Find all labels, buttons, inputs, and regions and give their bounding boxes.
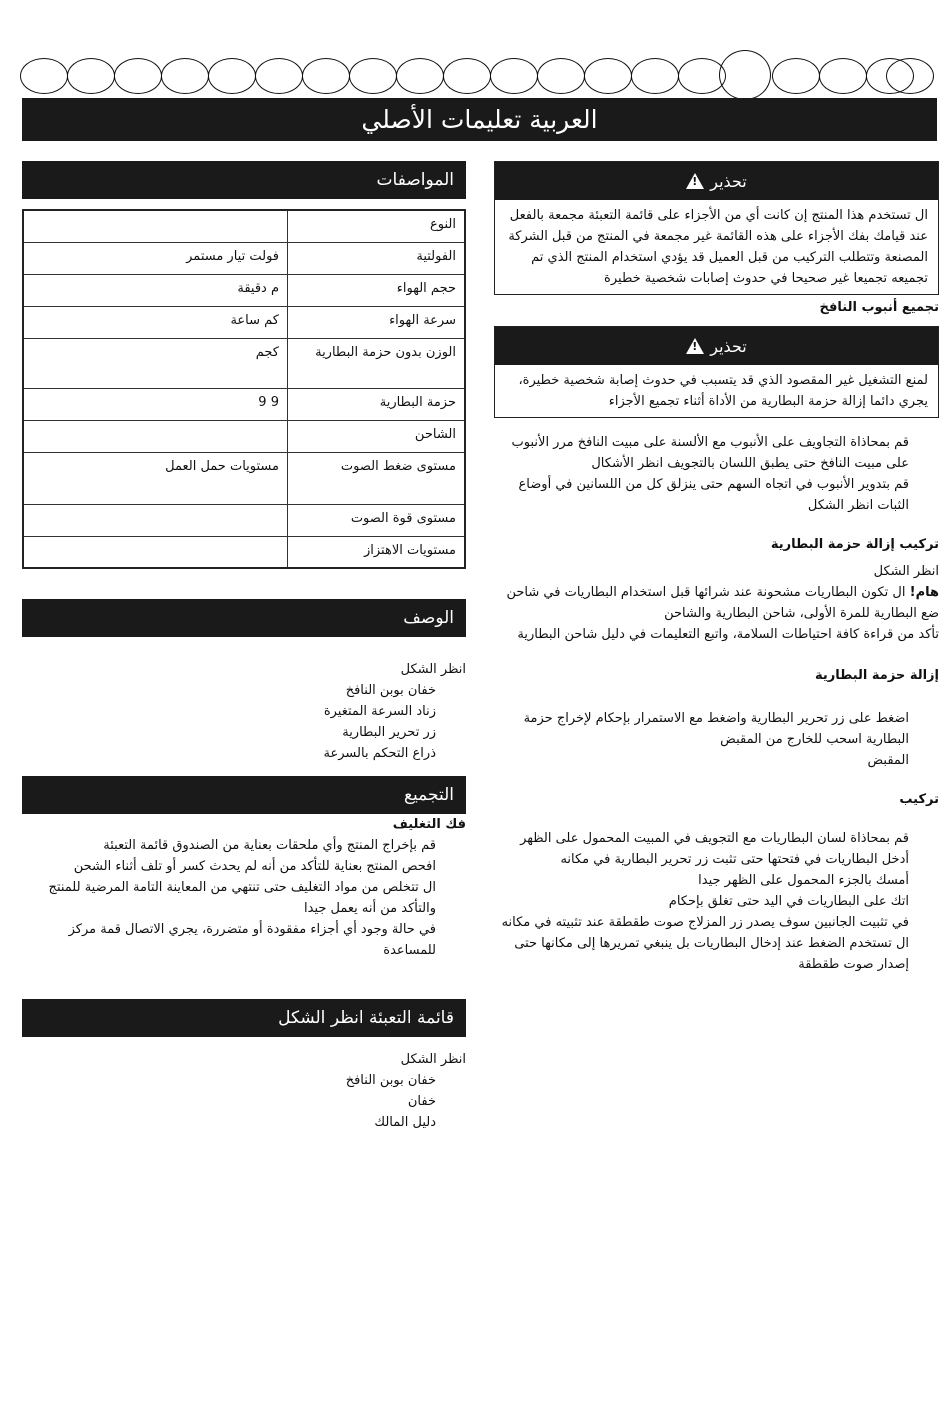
language-circle — [208, 58, 256, 94]
spec-value — [23, 504, 288, 536]
assembly-section — [22, 776, 466, 961]
description-item: خفان بوبن النافخ — [345, 683, 436, 698]
spec-value: 9 9 — [23, 388, 288, 420]
packing-item: دليل المالك — [374, 1115, 436, 1130]
description-intro: انظر الشكل — [400, 662, 466, 677]
install-step: قم بمحاذاة لسان البطاريات مع التجويف في المبيت المحمول على الظهر — [520, 831, 909, 846]
battery-intro: انظر الشكل — [873, 564, 939, 579]
warning-title: تحذير — [710, 171, 747, 191]
warning-text: لمنع التشغيل غير المقصود الذي قد يتسبب في حدوث إصابة شخصية خطيرة، يجري دائما إزالة حزمة البطارية من الأداة أثناء تجميع الأجزاء — [518, 373, 928, 409]
warning-header — [495, 162, 938, 200]
language-circle — [772, 58, 820, 94]
language-circle — [819, 58, 867, 94]
language-circle — [396, 58, 444, 94]
language-circle — [537, 58, 585, 94]
spec-label: مستويات الاهتزاز — [288, 536, 466, 568]
spec-label: الفولتية — [288, 242, 466, 274]
spec-value: مستويات حمل العمل — [23, 452, 288, 504]
language-circle — [114, 58, 162, 94]
description-item: زناد السرعة المتغيرة — [323, 704, 436, 719]
language-circle — [584, 58, 632, 94]
warning-icon: ! — [686, 338, 704, 354]
page-number-circles — [20, 54, 935, 98]
language-circle — [631, 58, 679, 94]
warning-box-1 — [494, 161, 939, 295]
remove-heading: إزالة حزمة البطارية — [814, 668, 939, 683]
spec-label: حجم الهواء — [288, 274, 466, 306]
language-circle-active — [719, 50, 771, 100]
assembly-title: التجميع — [22, 776, 466, 814]
install-step: أدخل البطاريات في فتحتها حتى تثبت زر تحرير البطارية في مكانه — [560, 852, 909, 867]
remove-step: المقبض — [867, 753, 909, 768]
description-item: ذراع التحكم بالسرعة — [323, 746, 436, 761]
spec-label: الشاحن — [288, 420, 466, 452]
spec-value — [23, 420, 288, 452]
language-circle — [255, 58, 303, 94]
spec-value: كم ساعة — [23, 306, 288, 338]
packing-item: خفان بوبن النافخ — [345, 1073, 436, 1088]
language-circle — [443, 58, 491, 94]
pipe-step: قم بتدوير الأنبوب في اتجاه السهم حتى ينزلق كل من اللسانين في أوضاع الثبات انظر الشكل — [518, 477, 909, 513]
specs-table — [22, 209, 466, 569]
warning-icon: ! — [686, 173, 704, 189]
important-text: ال تكون البطاريات مشحونة عند شرائها قبل استخدام البطاريات في شاحن ضع البطارية للمرة الأولى، شاحن البطارية والشاحن — [506, 585, 939, 621]
spec-label: حزمة البطارية — [288, 388, 466, 420]
spec-label: النوع — [288, 210, 466, 242]
spec-value — [23, 210, 288, 242]
assembly-subtitle: فك التغليف — [392, 817, 466, 832]
spec-label: سرعة الهواء — [288, 306, 466, 338]
safety-text: تأكد من قراءة كافة احتياطات السلامة، واتبع التعليمات في دليل شاحن البطارية — [517, 627, 939, 642]
spec-value: فولت تيار مستمر — [23, 242, 288, 274]
description-item: زر تحرير البطارية — [342, 725, 436, 740]
warning-box-2 — [494, 326, 939, 418]
right-column — [494, 161, 939, 975]
specs-title: المواصفات — [22, 161, 466, 199]
spec-label: مستوى قوة الصوت — [288, 504, 466, 536]
spec-value: كجم — [23, 338, 288, 388]
packing-section — [22, 999, 466, 1133]
install-step: أمسك بالجزء المحمول على الظهر جيدا — [698, 873, 909, 888]
language-circle — [886, 58, 934, 94]
assembly-item: قم بإخراج المنتج وأي ملحقات بعناية من الصندوق قائمة التعبئة — [103, 838, 436, 853]
assembly-item: افحص المنتج بعناية للتأكد من أنه لم يحدث كسر أو تلف أثناء الشحن — [73, 859, 436, 874]
install-step: ال تستخدم الضغط عند إدخال البطاريات بل ينبغي تمريرها إلى مكانها حتى إصدار صوت طقطقة — [514, 936, 909, 972]
assembly-item: في حالة وجود أي أجزاء مفقودة أو متضررة، يجري الاتصال قمة مركز للمساعدة — [68, 922, 436, 958]
language-circle — [349, 58, 397, 94]
spec-value — [23, 536, 288, 568]
battery-heading: تركيب إزالة حزمة البطارية — [770, 537, 939, 552]
packing-title: قائمة التعبئة انظر الشكل — [22, 999, 466, 1037]
page-title: العربية تعليمات الأصلي — [22, 98, 937, 141]
assembly-item: ال تتخلص من مواد التغليف حتى تنتهي من المعاينة التامة المرضية للمنتج والتأكد من أنه يعمل جيدا — [48, 880, 436, 916]
pipe-step: قم بمحاذاة التجاويف على الأنبوب مع الألسنة على مبيت النافخ مرر الأنبوب على مبيت النافخ حتى يطبق اللسان بالتجويف انظر الأشكال — [511, 435, 909, 471]
warning-title: تحذير — [710, 336, 747, 356]
language-circle — [490, 58, 538, 94]
warning-text: ال تستخدم هذا المنتج إن كانت أي من الأجزاء على قائمة التعبئة مجمعة بالفعل عند قيامك بفك الأجزاء على هذه القائمة غير مجمعة في المنتج من قبل الشركة المصنعة وتتطلب التركيب من قبل العميل قد يؤدي استخدام المنتج الذي تم تجميعه تجميعا غير صحيحا في حدوث إصابات شخصية خطيرة — [508, 208, 928, 286]
remove-step: اضغط على زر تحرير البطارية واضغط مع الاستمرار بإحكام لإخراج حزمة البطارية اسحب للخارج من المقبض — [523, 711, 909, 747]
install-heading: تركيب — [899, 792, 939, 807]
install-step: اتك على البطاريات في اليد حتى تغلق بإحكام — [668, 894, 909, 909]
language-circle — [67, 58, 115, 94]
spec-label: الوزن بدون حزمة البطارية — [288, 338, 466, 388]
install-step: في تثبيت الجانبين سوف يصدر زر المزلاج صوت طقطقة عند تثبيته في مكانه — [501, 915, 909, 930]
language-circle — [161, 58, 209, 94]
important-label: هام! — [909, 585, 939, 600]
left-column — [22, 161, 466, 569]
packing-intro: انظر الشكل — [400, 1052, 466, 1067]
pipe-heading: تجميع أنبوب النافخ — [819, 300, 939, 315]
warning-header — [495, 327, 938, 365]
spec-value: م دقيقة — [23, 274, 288, 306]
description-section — [22, 599, 466, 764]
packing-item: خفان — [407, 1094, 436, 1109]
spec-label: مستوى ضغط الصوت — [288, 452, 466, 504]
language-circle — [302, 58, 350, 94]
description-title: الوصف — [22, 599, 466, 637]
language-circle — [20, 58, 68, 94]
